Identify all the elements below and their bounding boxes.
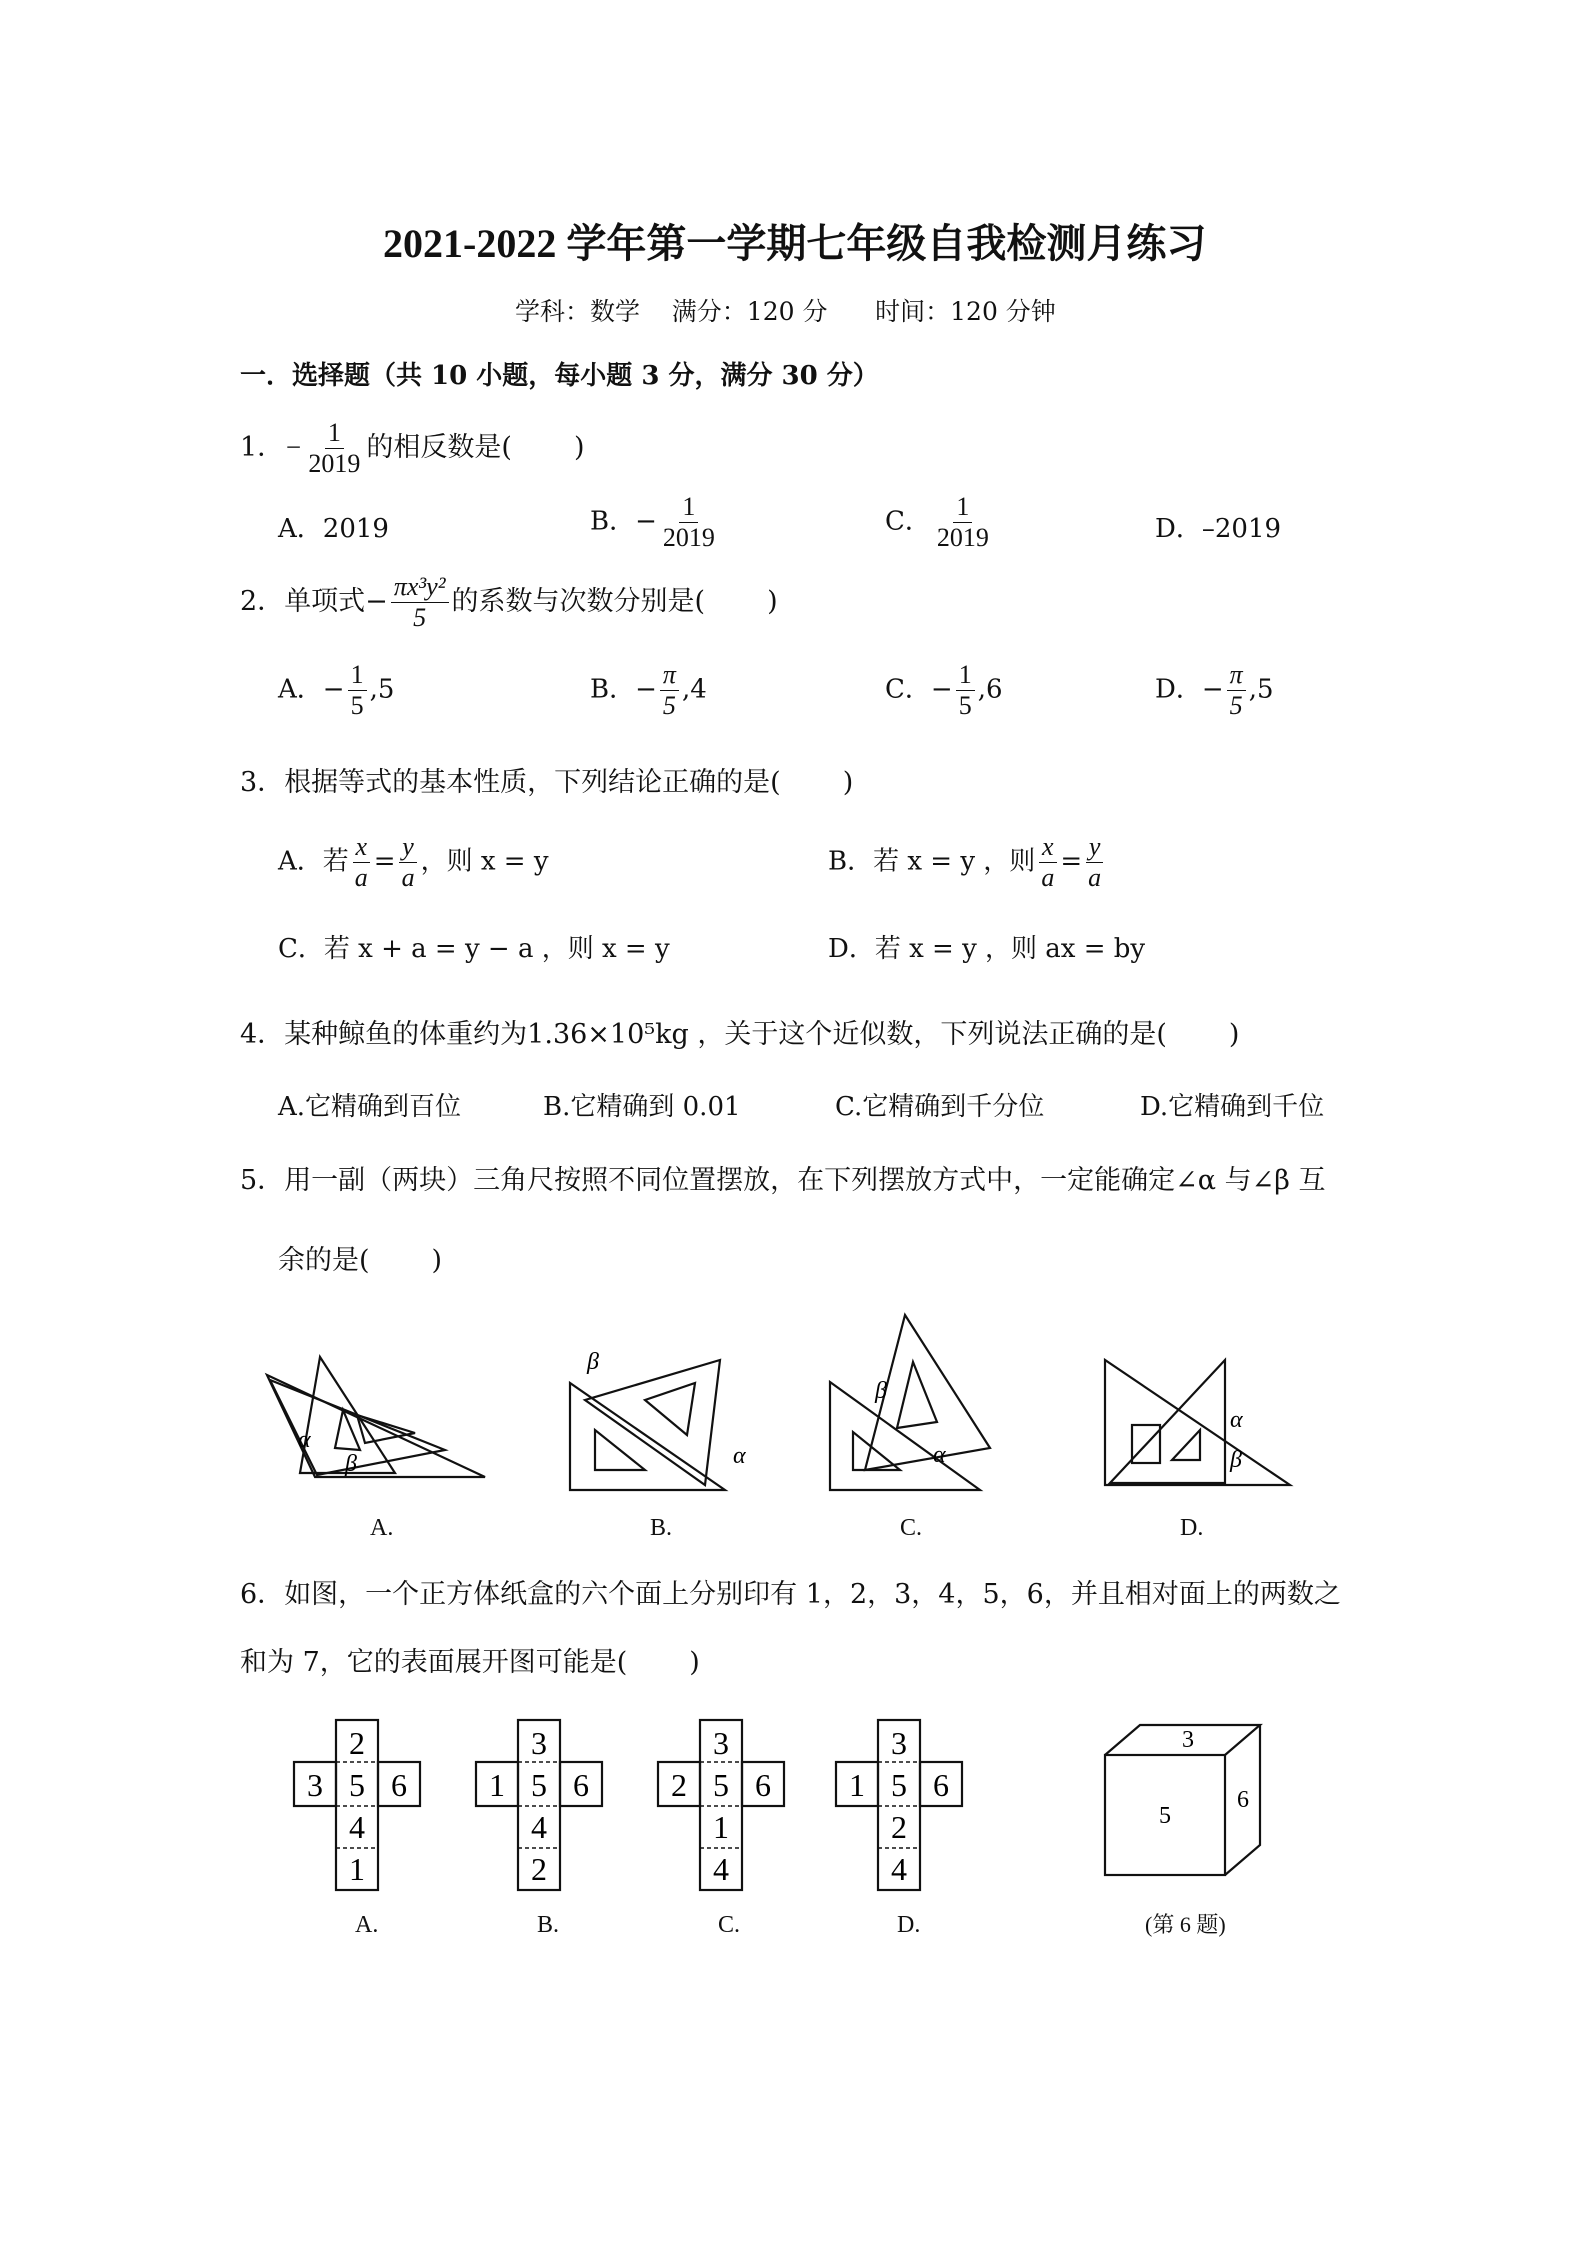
q1-option-c[interactable]: C． $\frac{1}{2019}$ [885, 492, 989, 552]
net-label-b: B. [537, 1912, 560, 1938]
face: 1 [489, 1767, 505, 1803]
svg-text:β: β [875, 1378, 887, 1404]
triangle-figure-c[interactable] [825, 1310, 1005, 1495]
svg-text:α: α [298, 1427, 311, 1453]
triangle-figure-a[interactable] [265, 1355, 505, 1485]
cube-net-d[interactable] [832, 1718, 972, 1893]
fig5-label-c: C. [900, 1515, 923, 1541]
svg-text:α: α [1230, 1407, 1243, 1433]
section-heading: 一．选择题（共 10 小题，每小题 3 分，满分 30 分） [240, 361, 879, 391]
q2-option-d[interactable]: D．− $\frac{\pi}{5}$ ,5 [1155, 660, 1274, 720]
face: 4 [349, 1809, 365, 1845]
face: 5 [349, 1767, 365, 1803]
face: 6 [755, 1767, 771, 1803]
q3-option-a[interactable]: A．若 $\frac{x}{a}$ = $\frac{y}{a}$ ，则 x = y [278, 832, 549, 892]
exam-info: 学科：数学 满分：120 分 时间：120 分钟 [515, 297, 1056, 326]
q1-option-d[interactable]: D．–2019 [1155, 514, 1282, 544]
triangle-figure-d[interactable] [1100, 1355, 1300, 1495]
cube-figure [1100, 1720, 1280, 1880]
cube-face-front: 5 [1159, 1803, 1171, 1829]
fig5-label-a: A. [370, 1515, 394, 1541]
face: 5 [713, 1767, 729, 1803]
net-label-c: C. [718, 1912, 741, 1938]
fig5-label-d: D. [1180, 1515, 1204, 1541]
face: 2 [349, 1725, 365, 1761]
q2-option-b[interactable]: B．− $\frac{\pi}{5}$ ,4 [590, 660, 707, 720]
question-4: 4．某种鲸鱼的体重约为1.36×10⁵kg ，关于这个近似数，下列说法正确的是( ) [240, 1019, 1240, 1050]
face: 1 [849, 1767, 865, 1803]
cube-face-side: 6 [1237, 1787, 1249, 1813]
q2-option-c[interactable]: C．− $\frac{1}{5}$ ,6 [885, 660, 1003, 720]
question-5-line2: 余的是( ) [278, 1245, 443, 1276]
svg-text:α: α [933, 1442, 946, 1468]
cube-net-b[interactable] [472, 1718, 612, 1893]
svg-text:β: β [1230, 1447, 1242, 1473]
q4-option-d[interactable]: D.它精确到千位 [1140, 1092, 1325, 1122]
q2-option-a[interactable]: A．− $\frac{1}{5}$ ,5 [278, 660, 395, 720]
question-6-line2: 和为 7，它的表面展开图可能是( ) [240, 1647, 700, 1678]
svg-text:β: β [587, 1349, 599, 1375]
page-title: 2021-2022 学年第一学期七年级自我检测月练习 [383, 221, 1207, 266]
face: 6 [933, 1767, 949, 1803]
question-6: 6．如图，一个正方体纸盒的六个面上分别印有 1，2，3，4，5，6，并且相对面上的两数之 [240, 1579, 1341, 1610]
net-label-d: D. [897, 1912, 921, 1938]
question-2: 2．单项式− $\frac{\text{πx³y²}}{5}$ 的系数与次数分别是( ) [240, 572, 778, 632]
figure-caption: (第 6 题) [1145, 1912, 1226, 1937]
face: 6 [573, 1767, 589, 1803]
question-1: 1．− $\frac{1}{2019}$ 的相反数是( ) [240, 418, 585, 478]
cube-face-top: 3 [1182, 1727, 1194, 1753]
face: 2 [891, 1809, 907, 1845]
face: 1 [713, 1809, 729, 1845]
fig5-label-b: B. [650, 1515, 673, 1541]
svg-text:α: α [733, 1443, 746, 1469]
question-3: 3．根据等式的基本性质，下列结论正确的是( ) [240, 767, 854, 798]
face: 2 [671, 1767, 687, 1803]
q4-option-c[interactable]: C.它精确到千分位 [835, 1092, 1045, 1122]
face: 3 [307, 1767, 323, 1803]
cube-net-c[interactable] [654, 1718, 794, 1893]
q1-option-b[interactable]: B．− $\frac{1}{2019}$ [590, 492, 715, 552]
face: 4 [531, 1809, 547, 1845]
question-5: 5．用一副（两块）三角尺按照不同位置摆放，在下列摆放方式中，一定能确定∠α 与∠β 互 [240, 1165, 1326, 1196]
face: 1 [349, 1851, 365, 1887]
q1-option-a[interactable]: A．2019 [278, 514, 389, 544]
q3-option-b[interactable]: B．若 x = y ，则 $\frac{x}{a}$ = $\frac{y}{a}$ [828, 832, 1107, 893]
face: 4 [891, 1851, 907, 1887]
cube-net-a[interactable] [290, 1718, 430, 1893]
q4-option-a[interactable]: A.它精确到百位 [278, 1092, 462, 1122]
face: 5 [891, 1767, 907, 1803]
svg-text:β: β [345, 1451, 357, 1477]
face: 3 [891, 1725, 907, 1761]
face: 3 [531, 1725, 547, 1761]
face: 4 [713, 1851, 729, 1887]
face: 2 [531, 1851, 547, 1887]
face: 5 [531, 1767, 547, 1803]
triangle-figure-b[interactable] [565, 1345, 765, 1495]
face: 3 [713, 1725, 729, 1761]
q4-option-b[interactable]: B.它精确到 0.01 [543, 1092, 741, 1122]
face: 6 [391, 1767, 407, 1803]
q3-option-d[interactable]: D．若 x = y ，则 ax = by [828, 934, 1146, 964]
q3-option-c[interactable]: C．若 x + a = y − a ，则 x = y [278, 934, 670, 964]
net-label-a: A. [355, 1912, 379, 1938]
